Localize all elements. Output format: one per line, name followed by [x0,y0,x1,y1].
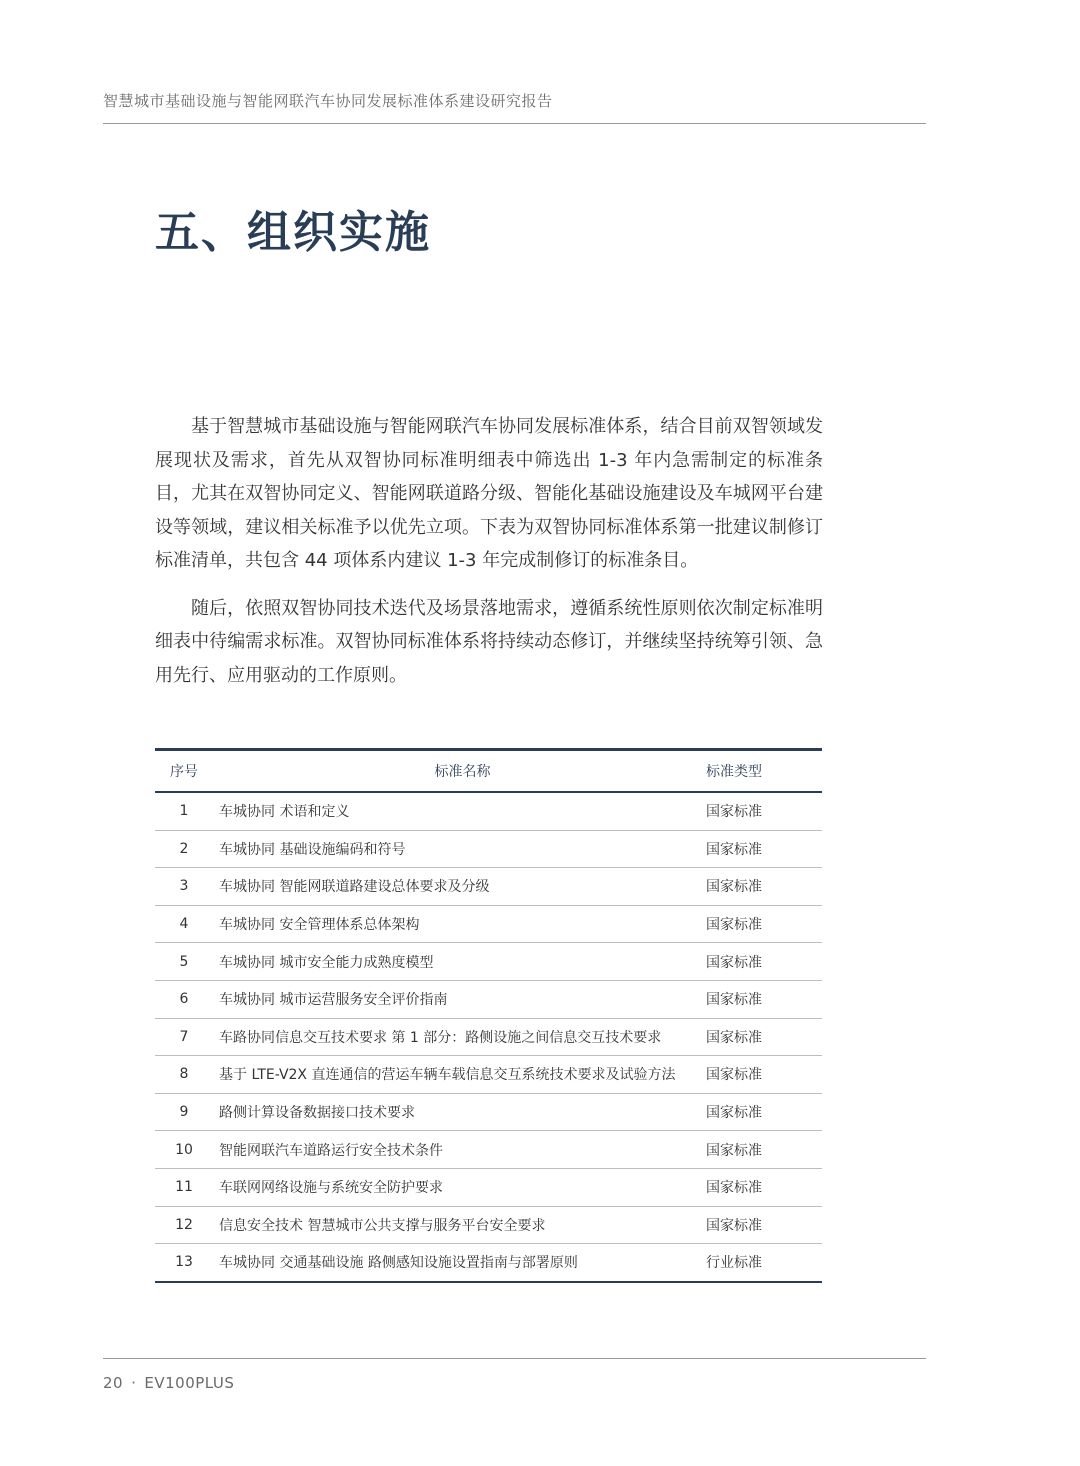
row-name: 信息安全技术 智慧城市公共支撑与服务平台安全要求 [213,1206,706,1244]
page-number: 20 [103,1374,124,1392]
table-row [155,1168,822,1206]
row-name: 路侧计算设备数据接口技术要求 [213,1093,706,1131]
row-name: 车路协同信息交互技术要求 第 1 部分：路侧设施之间信息交互技术要求 [213,1018,706,1056]
row-no: 2 [155,830,213,868]
row-type: 国家标准 [706,1206,822,1244]
table-row [155,1093,822,1131]
row-type: 国家标准 [706,1056,822,1094]
paragraph-2: 随后，依照双智协同技术迭代及场景落地需求，遵循系统性原则依次制定标准明细表中待编需求标准。双智协同标准体系将持续动态修订，并继续坚持统筹引领、急用先行、应用驱动的工作原则。 [155,597,823,686]
row-name: 车城协同 术语和定义 [213,792,706,830]
header-divider [103,123,926,124]
row-name: 车联网网络设施与系统安全防护要求 [213,1168,706,1206]
row-no: 9 [155,1093,213,1131]
row-no: 8 [155,1056,213,1094]
row-name: 车城协同 交通基础设施 路侧感知设施设置指南与部署原则 [213,1244,706,1282]
row-name: 基于 LTE-V2X 直连通信的营运车辆车载信息交互系统技术要求及试验方法 [213,1056,706,1094]
row-no: 5 [155,943,213,981]
table-row [155,1244,822,1282]
row-no: 1 [155,792,213,830]
row-type: 国家标准 [706,792,822,830]
row-type: 行业标准 [706,1244,822,1282]
table-row [155,1018,822,1056]
row-no: 3 [155,868,213,906]
table-row [155,1131,822,1169]
table-row [155,1206,822,1244]
paragraph-1: 基于智慧城市基础设施与智能网联汽车协同发展标准体系，结合目前双智领域发展现状及需求，首先从双智协同标准明细表中筛选出 1-3 年内急需制定的标准条目，尤其在双智协同定义、智能网联道路分级、智能化基础设施建设及车城网平台建设等领域，建议相关标准予以优先立项。下表为双智协同标准体系第一批建议制修订标准清单，共包含 44 项体系内建议 1-3 年完成制修订的标准条目。 [155,416,823,571]
row-type: 国家标准 [706,868,822,906]
row-type: 国家标准 [706,830,822,868]
row-no: 4 [155,905,213,943]
page-footer [103,1374,234,1392]
row-type: 国家标准 [706,1168,822,1206]
table-row [155,792,822,830]
row-no: 10 [155,1131,213,1169]
table-row [155,905,822,943]
table-row [155,980,822,1018]
body-text [155,410,823,706]
row-no: 13 [155,1244,213,1282]
running-header: 智慧城市基础设施与智能网联汽车协同发展标准体系建设研究报告 [103,92,553,110]
row-type: 国家标准 [706,1131,822,1169]
row-name: 车城协同 城市安全能力成熟度模型 [213,943,706,981]
standards-table [155,748,822,1283]
publisher-name: EV100PLUS [144,1374,235,1392]
table-header-row [155,750,822,793]
row-type: 国家标准 [706,943,822,981]
row-no: 11 [155,1168,213,1206]
row-name: 车城协同 城市运营服务安全评价指南 [213,980,706,1018]
footer-separator: · [131,1374,137,1392]
header-type: 标准类型 [706,750,822,793]
row-name: 车城协同 智能网联道路建设总体要求及分级 [213,868,706,906]
table-row [155,830,822,868]
row-type: 国家标准 [706,905,822,943]
row-type: 国家标准 [706,1018,822,1056]
row-name: 车城协同 基础设施编码和符号 [213,830,706,868]
table-row [155,1056,822,1094]
table-row [155,943,822,981]
row-type: 国家标准 [706,1093,822,1131]
footer-divider [103,1358,926,1359]
row-name: 智能网联汽车道路运行安全技术条件 [213,1131,706,1169]
table-row [155,868,822,906]
row-no: 6 [155,980,213,1018]
row-name: 车城协同 安全管理体系总体架构 [213,905,706,943]
row-type: 国家标准 [706,980,822,1018]
row-no: 7 [155,1018,213,1056]
page-title: 五、组织实施 [155,207,431,258]
row-no: 12 [155,1206,213,1244]
header-name: 标准名称 [213,750,706,793]
header-no: 序号 [155,750,213,793]
